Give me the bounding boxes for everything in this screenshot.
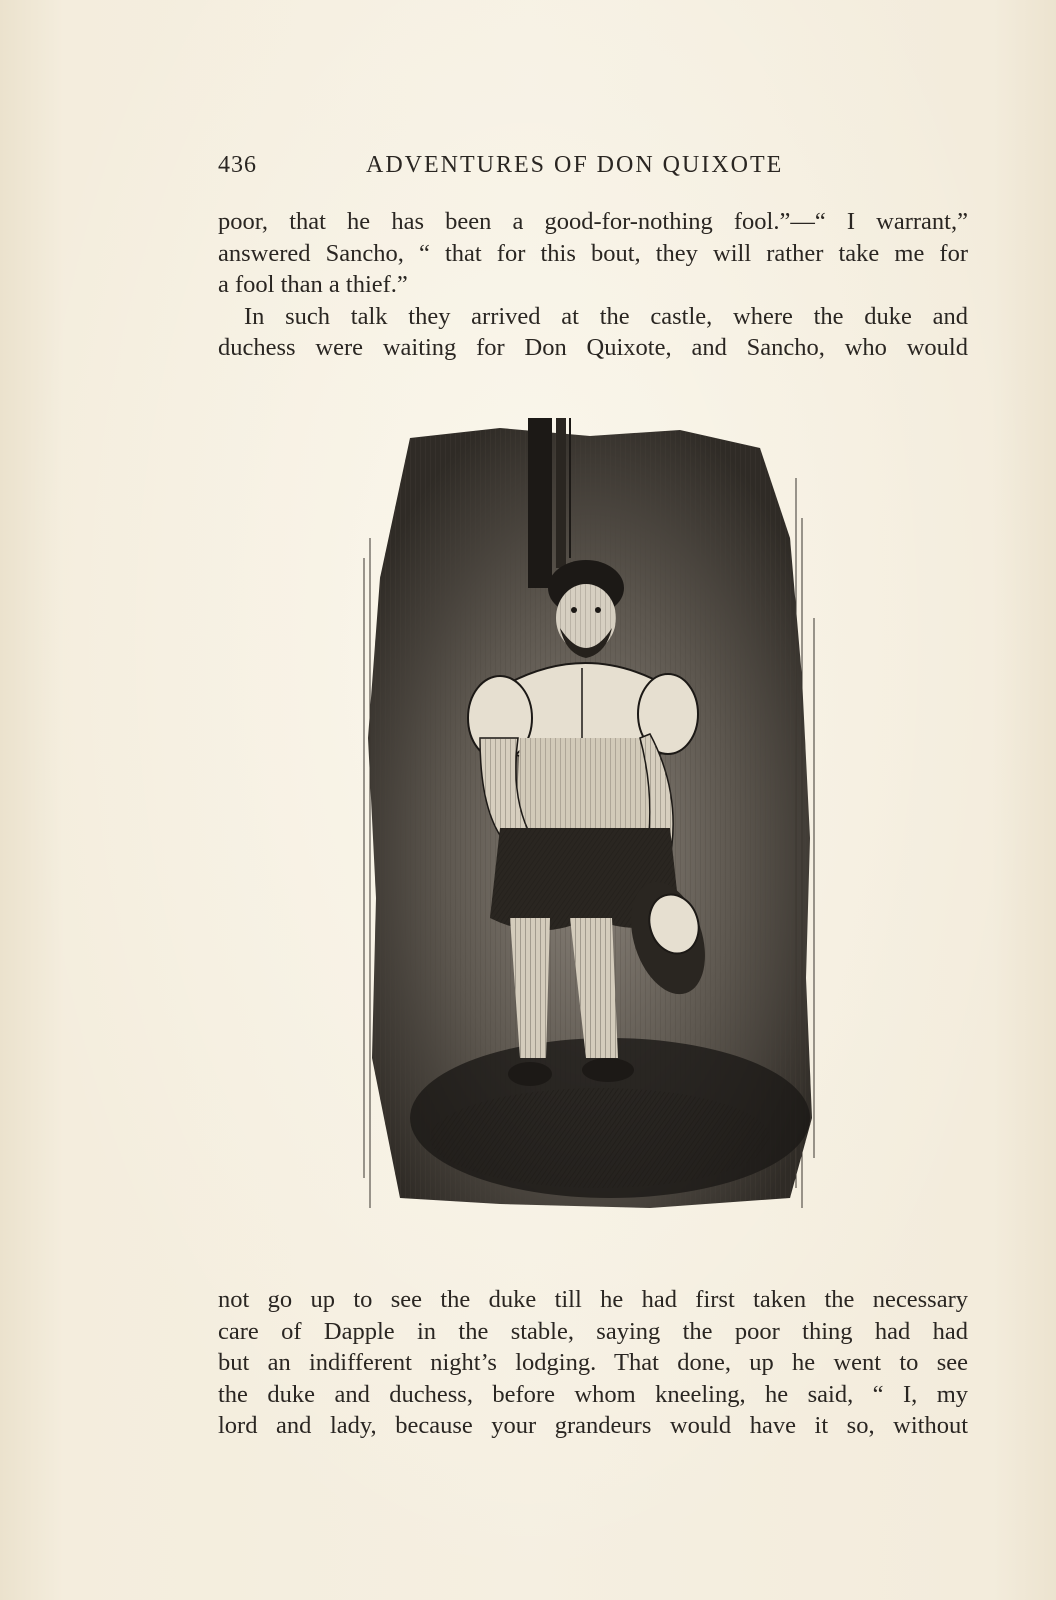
text-line: the duke and duchess, before whom kneeling, he said, “ I, my (218, 1380, 968, 1408)
text-line: lord and lady, because your grandeurs would have it so, without (218, 1412, 968, 1439)
text-line: a fool than a thief.” (218, 271, 408, 298)
page-number: 436 (218, 152, 257, 178)
page-header (218, 152, 966, 188)
running-title: ADVENTURES OF DON QUIXOTE (366, 152, 784, 178)
wooden-post (528, 418, 552, 588)
text-line: answered Sancho, “ that for this bout, they will rather take me for (218, 239, 968, 267)
text-line: duchess were waiting for Don Quixote, and Sancho, who would (218, 334, 968, 361)
text-line: not go up to see the duke till he had first taken the necessary (218, 1286, 968, 1313)
engraving-svg (350, 418, 830, 1238)
engraving-illustration (350, 418, 830, 1238)
text-line: but an indifferent night’s lodging. That done, up he went to see (218, 1349, 968, 1376)
bottom-paragraph (218, 1284, 968, 1442)
top-paragraphs (218, 206, 968, 364)
text-line: poor, that he has been a good-for-nothing fool.”—“ I warrant,” (218, 208, 968, 235)
text-line: care of Dapple in the stable, saying the poor thing had had (218, 1317, 968, 1345)
text-line: In such talk they arrived at the castle, where the duke and (244, 302, 968, 330)
